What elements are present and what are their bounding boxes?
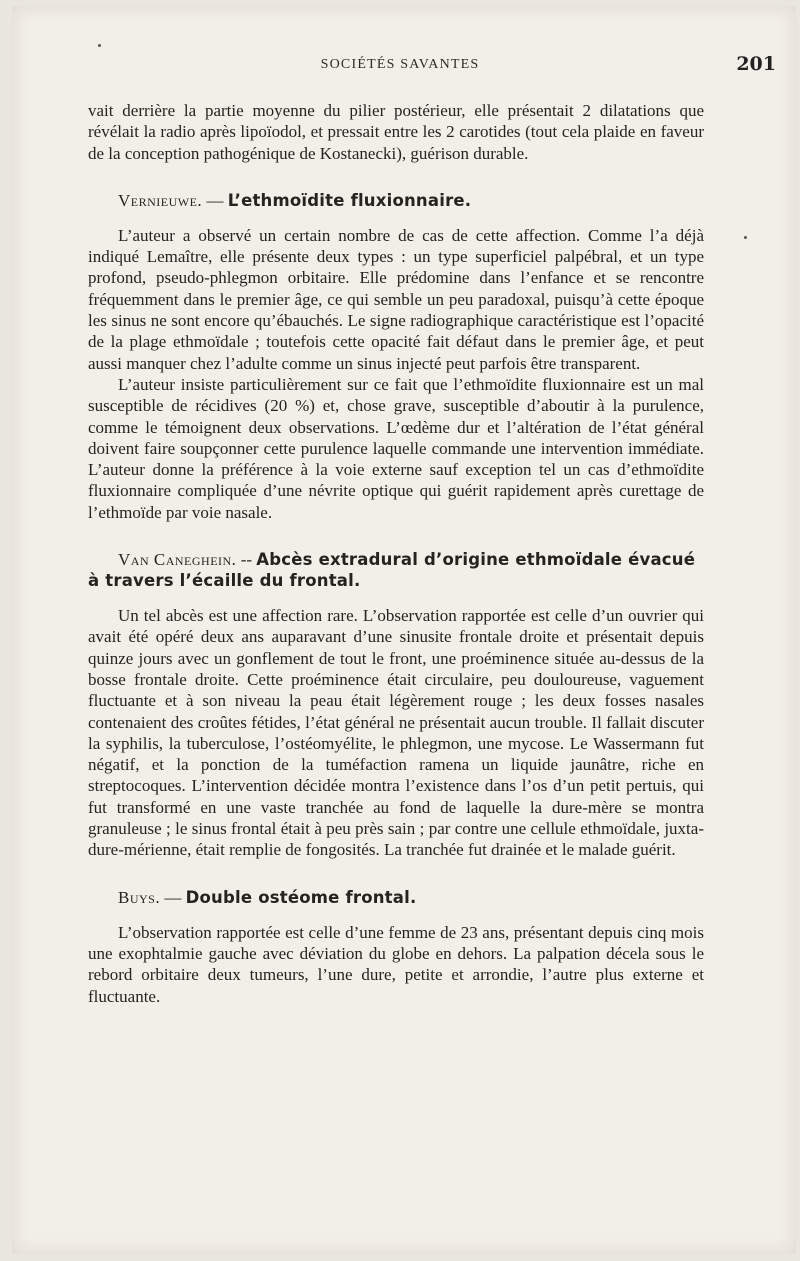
- article-author: Vernieuwe.: [118, 190, 203, 210]
- article-paragraph: Un tel abcès est une affection rare. L’observation rapportée est celle d’un ouvrier qui avait été opéré deux ans auparavant d’une sinusite frontale droite et présentait depuis quinze jours avec un gonflement de tout le front, une proéminence située au-dessus de la bosse frontale droite. Cette proéminence était circulaire, peu douloureuse, vaguement fluctuante et à son niveau la peau était légèrement rouge ; les deux fosses nasales contenaient des croûtes fétides, l’état général ne présentait aucun trouble. Il fallait discuter la syphilis, la tuberculose, l’ostéomyélite, le phlegmon, une mycose. Le Wassermann fut négatif, et la ponction de la tuméfaction ramena un liquide jaunâtre, riche en streptocoques. L’intervention décidée montra l’existence dans l’os d’un petit pertuis, qui fut transformé en une vaste tranchée au fond de laquelle la dure-mère se montra granuleuse ; le sinus frontal était à peu près sain ; par contre une cellule ethmoïdale, juxta-dure-mérienne, était remplie de fongosités. La tranchée fut drainée et le malade guérit.: [88, 606, 704, 860]
- article-paragraph: L’auteur a observé un certain nombre de cas de cette affection. Comme l’a déjà indiqué Lemaître, elle présente deux types : un type superficiel palpébral, et un type profond, pseudo-phlegmon orbitaire. Elle prédomine dans l’enfance et se rencontre fréquemment dans le premier âge, ce qui semble un peu paradoxal, puisqu’à cette époque les sinus ne sont encore qu’ébauchés. Le signe radiographique caractéristique est l’opacité de la plage ethmoïdale ; toutefois cette opacité fait défaut dans le premier âge, et peut aussi manquer chez l’adulte comme un sinus injecté peut parfois être transparent.: [88, 225, 704, 373]
- article-vernieuwe: [88, 190, 704, 523]
- article-paragraph: L’observation rapportée est celle d’une femme de 23 ans, présentant depuis cinq mois une exophtalmie gauche avec déviation du globe en dehors. La palpation décela sous le rebord orbitaire deux tumeurs, l’une dure, petite et arrondie, l’autre plus externe et fluctuante.: [88, 922, 704, 1006]
- page-body: [88, 100, 704, 1007]
- article-heading: [88, 887, 704, 908]
- running-title: SOCIÉTÉS SAVANTES: [320, 57, 480, 72]
- article-title: Double ostéome frontal.: [185, 887, 417, 907]
- article-heading: [88, 190, 704, 211]
- print-speck: [744, 236, 747, 239]
- article-author: Buys.: [118, 887, 161, 907]
- article-title: L’ethmoïdite fluxionnaire.: [227, 190, 472, 210]
- article-buys: [88, 887, 704, 1007]
- article-van-caneghein: [88, 549, 704, 861]
- article-heading: [88, 549, 704, 591]
- page-header: [0, 53, 800, 81]
- page-number: 201: [736, 53, 776, 75]
- print-speck: [98, 44, 101, 47]
- article-author: Van Caneghein.: [118, 550, 237, 570]
- heading-dash: —: [160, 887, 186, 907]
- heading-dash: —: [202, 190, 228, 210]
- article-paragraph: L’auteur insiste particulièrement sur ce fait que l’ethmoïdite fluxionnaire est un mal susceptible de récidives (20 %) et, chose grave, susceptible d’aboutir à la purulence, comme le témoignent deux observations. L’œdème dur et l’altération de l’état général doivent faire soupçonner cette purulence laquelle commande une intervention immédiate. L’auteur donne la préférence à la voie externe sauf exception tel un cas d’ethmoïdite fluxionnaire compliquée d’une névrite optique qui guérit rapidement après curettage de l’ethmoïde par voie nasale.: [88, 374, 704, 522]
- continuation-paragraph: vait derrière la partie moyenne du pilier postérieur, elle présentait 2 dilatations que révélait la radio après lipoïodol, et pressait entre les 2 carotides (tout cela plaide en faveur de la conception pathogénique de Kostanecki), guérison durable.: [88, 101, 704, 163]
- article-title: Abcès extradural d’origine ethmoïdale évacué à travers l’écaille du frontal.: [88, 550, 696, 591]
- heading-dash: --: [236, 550, 257, 570]
